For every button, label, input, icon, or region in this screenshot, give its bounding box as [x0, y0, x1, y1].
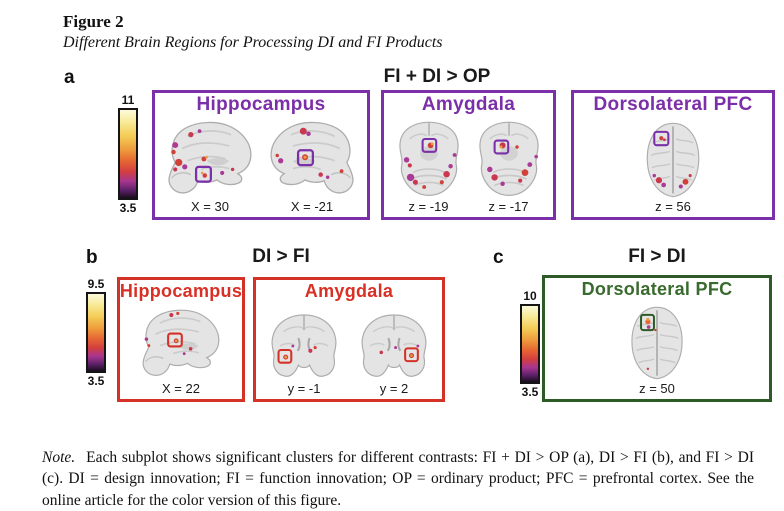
- region-title: Dorsolateral PFC: [593, 94, 753, 115]
- axial-top-brain-image: [622, 305, 692, 381]
- coronal-brain-image: [352, 311, 436, 381]
- colorbar-max-label: 9.5: [87, 277, 105, 291]
- sagittal-brain-image: [261, 119, 363, 199]
- brain-slice: [261, 119, 363, 217]
- region-title: Amygdala: [304, 281, 394, 301]
- brain-slice: [637, 121, 709, 217]
- colorbar-min-label: 3.5: [521, 385, 539, 399]
- panel-c-label: c: [493, 247, 504, 268]
- panel-b-colorbar: [74, 277, 118, 388]
- figure-caption: Different Brain Regions for Processing DI and FI Products: [63, 34, 443, 51]
- slice-coordinate: y = -1: [287, 381, 321, 396]
- brain-slice: [622, 305, 692, 399]
- slice-coordinate: z = -19: [408, 199, 449, 214]
- colorbar-max-label: 11: [121, 93, 135, 107]
- region-title: Dorsolateral PFC: [581, 279, 733, 299]
- slice-coordinate: z = 50: [639, 381, 675, 396]
- slice-coordinate: X = -21: [290, 199, 334, 214]
- panel-a-colorbar: [106, 93, 150, 215]
- brain-slice: [352, 311, 436, 399]
- region-box-a-dlpfc: [571, 90, 775, 220]
- panel-b-contrast: DI > FI: [252, 246, 310, 267]
- region-box-a-hippocampus: [152, 90, 370, 220]
- axial-brain-image: [469, 119, 549, 199]
- sagittal-brain-image: [131, 307, 231, 381]
- colorbar-gradient: [118, 108, 138, 200]
- region-title: Amygdala: [421, 94, 516, 115]
- brain-slice: [469, 119, 549, 217]
- region-box-a-amygdala: [381, 90, 556, 220]
- note-label: Note.: [42, 448, 76, 466]
- figure-label: Figure 2: [63, 12, 124, 31]
- region-box-b-hippocampus: [117, 277, 245, 402]
- axial-top-brain-image: [637, 121, 709, 199]
- slice-coordinate: z = -17: [488, 199, 529, 214]
- region-box-b-amygdala: [253, 277, 445, 402]
- region-title: Hippocampus: [119, 281, 243, 301]
- panel-a-label: a: [64, 67, 75, 88]
- colorbar-max-label: 10: [523, 289, 537, 303]
- sagittal-brain-image: [159, 119, 261, 199]
- note-body: Each subplot shows significant clusters for different contrasts: FI + DI > OP (a), DI > FI (b), and FI > DI (c). DI = design innovation; FI = function innovation; OP = ordinary product; PFC = prefrontal cortex. See the online article for the color version of this figure.: [42, 448, 754, 509]
- slice-coordinate: z = 56: [655, 199, 691, 214]
- panel-b-label: b: [86, 247, 98, 268]
- axial-brain-image: [389, 119, 469, 199]
- slice-coordinate: X = 22: [162, 381, 200, 396]
- region-title: Hippocampus: [196, 94, 326, 115]
- brain-slice: [389, 119, 469, 217]
- figure-note: [42, 447, 754, 511]
- panel-a-contrast: FI + DI > OP: [383, 66, 491, 87]
- colorbar-min-label: 3.5: [119, 201, 137, 215]
- slice-coordinate: y = 2: [379, 381, 409, 396]
- region-box-c-dlpfc: [542, 275, 772, 402]
- panel-c-contrast: FI > DI: [628, 246, 686, 267]
- brain-slice: [159, 119, 261, 217]
- brain-slice: [262, 311, 346, 399]
- slice-coordinate: X = 30: [191, 199, 229, 214]
- coronal-brain-image: [262, 311, 346, 381]
- colorbar-gradient: [86, 292, 106, 373]
- brain-slice: [131, 307, 231, 399]
- colorbar-gradient: [520, 304, 540, 384]
- colorbar-min-label: 3.5: [87, 374, 105, 388]
